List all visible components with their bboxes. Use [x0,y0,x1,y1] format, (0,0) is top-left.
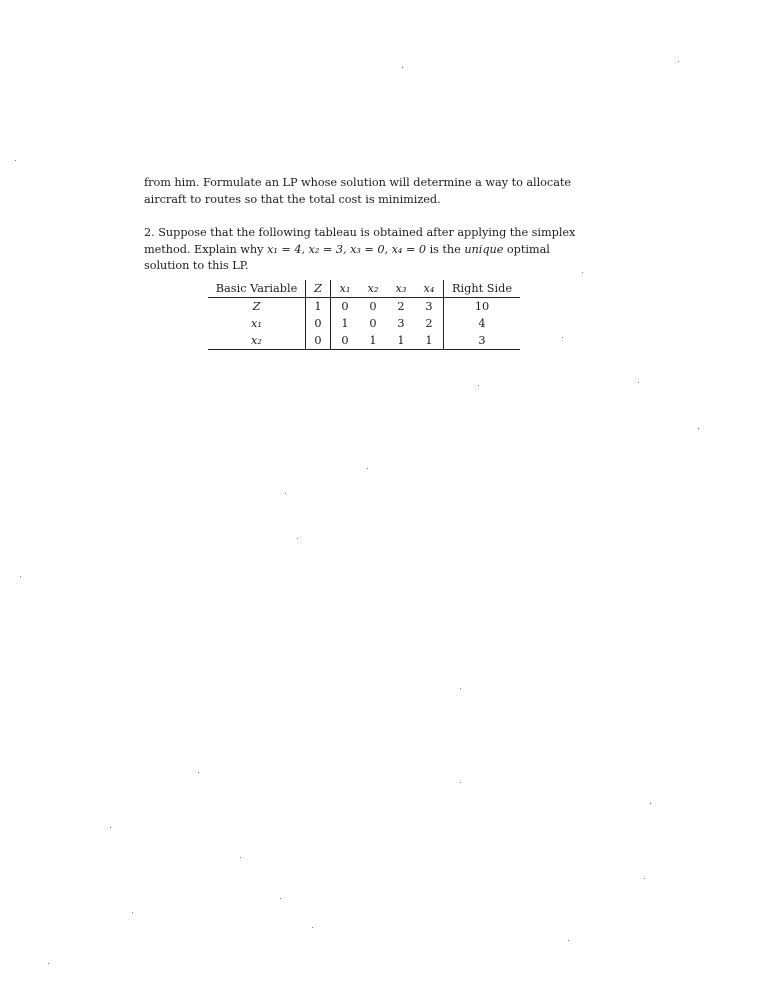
header-basic-variable: Basic Variable [208,280,306,298]
text-line: solution to this LP. [144,259,249,272]
scan-speck [460,688,461,689]
paragraph-problem-continuation [144,175,596,208]
tableau-row [208,298,520,316]
text-fragment: optimal [503,242,550,256]
scan-speck [280,898,281,899]
table-cell: 0 [369,300,377,313]
scan-speck [110,827,111,828]
table-cell: 3 [444,332,521,350]
scan-speck [285,493,286,494]
scan-speck [460,782,461,783]
scan-speck [562,337,563,338]
text-line: 2. Suppose that the following tableau is obtained after applying the simplex [144,226,576,239]
scan-speck [478,385,479,386]
scan-speck [367,468,368,469]
cell-basic-variable: Z [208,298,306,316]
table-cell: 0 [341,300,349,313]
table-cell: 2 [397,300,405,313]
header-x1: x₁ [331,280,360,298]
math-expression: x₁ = 4, x₂ = 3, x₃ = 0, x₄ = 0 [267,242,427,256]
cell-basic-variable: x₂ [208,332,306,350]
scan-speck [678,61,679,62]
tableau-header-row [208,280,520,298]
text-line: aircraft to routes so that the total cost is minimized. [144,192,441,206]
table-cell: 3 [415,298,444,316]
header-x2: x₂ [359,280,387,298]
table-cell: 0 [306,315,331,332]
header-right-side: Right Side [444,280,521,298]
tableau-row [208,332,520,350]
tableau-row [208,315,520,332]
scan-speck [638,382,639,383]
text-fragment: is the [426,242,465,256]
header-x4: x₄ [415,280,444,298]
table-cell: 0 [306,332,331,350]
text-line: from him. Formulate an LP whose solution will determine a way to allocate [144,176,572,189]
emphasis-text: unique [464,242,504,256]
table-cell: 1 [306,298,331,316]
cell-basic-variable: x₁ [208,315,306,332]
paragraph-problem-2 [144,225,596,275]
table-cell: 1 [359,332,387,350]
scan-speck [15,160,16,161]
scan-speck [650,803,651,804]
scan-speck [297,538,298,539]
table-cell: 2 [415,315,444,332]
table-cell: 1 [415,332,444,350]
scan-speck [644,878,645,879]
header-x3: x₃ [387,280,415,298]
scan-speck [132,912,133,913]
table-cell: 1 [341,317,349,330]
scan-speck [402,67,403,68]
table-cell: 0 [331,332,360,350]
scan-speck [198,772,199,773]
text-line [144,242,596,259]
scan-speck [312,927,313,928]
simplex-tableau [208,280,520,350]
scan-speck [240,857,241,858]
scan-speck [568,940,569,941]
table-cell: 10 [474,300,490,313]
table-cell: 0 [369,317,377,330]
text-fragment: method. Explain why [144,242,268,256]
scan-speck [698,428,699,429]
table-cell: 3 [397,317,405,330]
table-cell: 1 [387,332,415,350]
scan-speck [48,963,49,964]
scan-speck [20,576,21,577]
table-cell: 4 [478,317,486,330]
scan-speck [582,272,583,273]
header-z: Z [306,280,331,298]
